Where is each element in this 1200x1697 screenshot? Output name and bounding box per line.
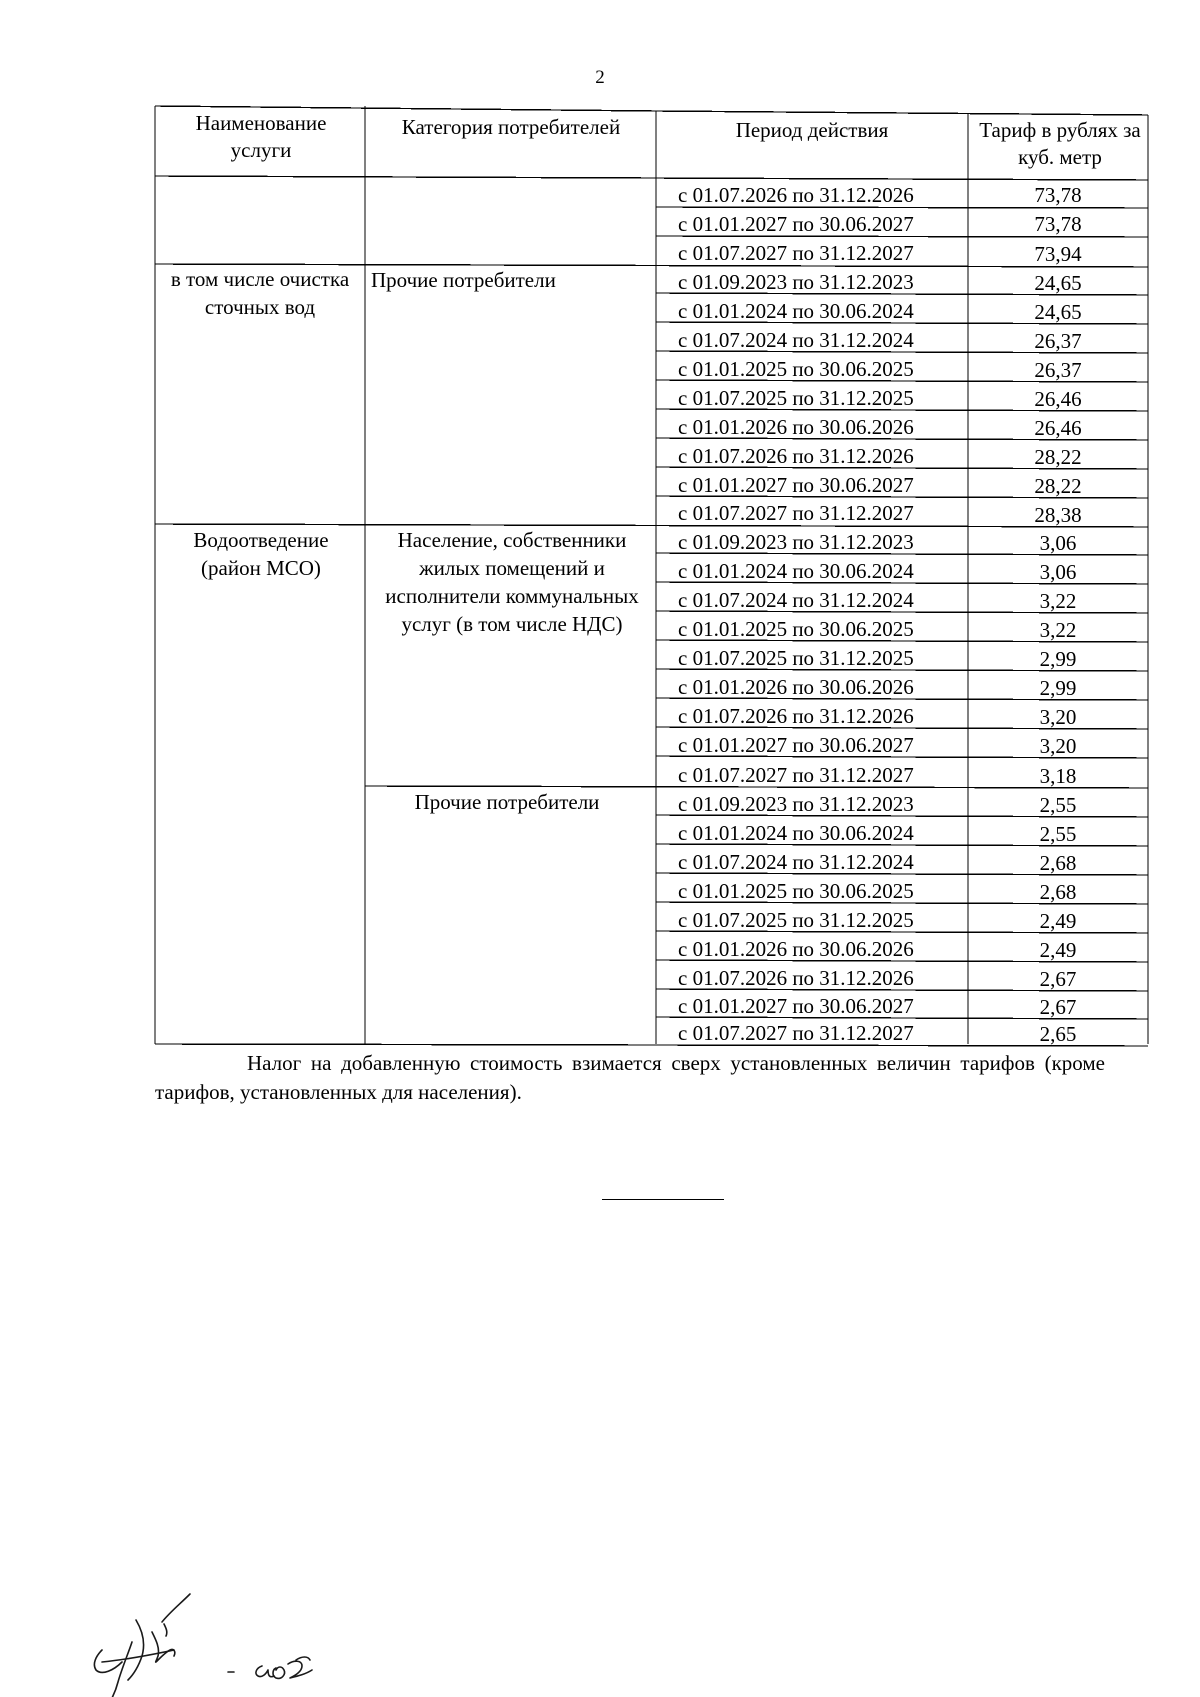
period-cell: с 01.07.2027 по 31.12.2027 — [678, 763, 914, 787]
tariff-cell: 2,49 — [1039, 938, 1077, 962]
tariff-cell: 26,37 — [1034, 329, 1082, 353]
period-cell: с 01.07.2027 по 31.12.2027 — [678, 1021, 914, 1045]
tariff-cell: 2,68 — [1039, 851, 1077, 875]
period-cell: с 01.07.2024 по 31.12.2024 — [678, 328, 914, 352]
period-cell: с 01.01.2026 по 30.06.2026 — [678, 675, 914, 699]
tariff-cell: 26,46 — [1034, 416, 1082, 440]
period-cell: с 01.07.2027 по 31.12.2027 — [678, 241, 914, 265]
tariff-cell: 28,38 — [1034, 503, 1082, 527]
tariff-cell: 73,78 — [1034, 212, 1082, 236]
tariff-cell: 28,22 — [1034, 474, 1082, 498]
period-cell: с 01.01.2027 по 30.06.2027 — [678, 473, 914, 497]
period-cell: с 01.09.2023 по 31.12.2023 — [678, 270, 914, 294]
period-cell: с 01.07.2026 по 31.12.2026 — [678, 444, 914, 468]
tariff-cell: 73,78 — [1034, 183, 1082, 207]
period-cell: с 01.01.2027 по 30.06.2027 — [678, 212, 914, 236]
tariff-cell: 3,18 — [1039, 764, 1077, 788]
period-cell: с 01.07.2026 по 31.12.2026 — [678, 966, 914, 990]
period-cell: с 01.07.2024 по 31.12.2024 — [678, 588, 914, 612]
tariff-cell: 26,37 — [1034, 358, 1082, 382]
period-cell: с 01.01.2025 по 30.06.2025 — [678, 357, 914, 381]
period-cell: с 01.07.2024 по 31.12.2024 — [678, 850, 914, 874]
tariff-cell: 2,65 — [1039, 1022, 1077, 1046]
service-name: в том числе очистка сточных вод — [170, 267, 350, 319]
period-cell: с 01.01.2024 по 30.06.2024 — [678, 559, 914, 583]
header-category: Категория потребителей — [401, 115, 621, 139]
period-cell: с 01.07.2026 по 31.12.2026 — [678, 183, 914, 207]
header-tariff: Тариф в рублях за куб. метр — [979, 118, 1141, 169]
tariff-cell: 2,99 — [1039, 676, 1077, 700]
tariff-cell: 28,22 — [1034, 445, 1082, 469]
period-cell: с 01.01.2027 по 30.06.2027 — [678, 994, 914, 1018]
tariff-cell: 2,67 — [1039, 967, 1077, 991]
period-cell: с 01.07.2027 по 31.12.2027 — [678, 501, 914, 525]
tariff-cell: 24,65 — [1034, 271, 1082, 295]
category-name: Население, собственники жилых помещений и исполнители коммунальных услуг (в том числе НДС) — [385, 528, 639, 636]
period-cell: с 01.09.2023 по 31.12.2023 — [678, 530, 914, 554]
tariff-cell: 73,94 — [1034, 242, 1082, 266]
tariff-cell: 2,55 — [1039, 822, 1077, 846]
tariff-cell: 3,22 — [1039, 618, 1077, 642]
signature — [62, 1590, 352, 1697]
service-name: Водоотведение (район МСО) — [193, 528, 329, 580]
vat-footnote: Налог на добавленную стоимость взимается сверх установленных величин тарифов (кроме тарифов, установленных для населения). — [155, 1051, 1105, 1104]
period-cell: с 01.09.2023 по 31.12.2023 — [678, 792, 914, 816]
tariff-cell: 2,99 — [1039, 647, 1077, 671]
tariff-cell: 2,68 — [1039, 880, 1077, 904]
tariff-cell: 24,65 — [1034, 300, 1082, 324]
period-cell: с 01.07.2025 по 31.12.2025 — [678, 386, 914, 410]
period-cell: с 01.01.2024 по 30.06.2024 — [678, 821, 914, 845]
period-cell: с 01.01.2025 по 30.06.2025 — [678, 617, 914, 641]
period-cell: с 01.01.2027 по 30.06.2027 — [678, 733, 914, 757]
tariff-cell: 3,20 — [1039, 734, 1077, 758]
header-period: Период действия — [735, 118, 889, 142]
period-cell: с 01.01.2026 по 30.06.2026 — [678, 937, 914, 961]
tariff-cell: 3,06 — [1039, 531, 1077, 555]
tariff-cell: 26,46 — [1034, 387, 1082, 411]
tariff-cell: 3,22 — [1039, 589, 1077, 613]
period-cell: с 01.07.2025 по 31.12.2025 — [678, 908, 914, 932]
tariff-cell: 2,55 — [1039, 793, 1077, 817]
tariff-cell: 2,67 — [1039, 995, 1077, 1019]
header-service: Наименование услуги — [195, 111, 327, 162]
category-name: Прочие потребители — [414, 790, 600, 814]
end-divider — [602, 1199, 724, 1200]
period-cell: с 01.01.2025 по 30.06.2025 — [678, 879, 914, 903]
tariff-cell: 2,49 — [1039, 909, 1077, 933]
period-cell: с 01.01.2026 по 30.06.2026 — [678, 415, 914, 439]
tariff-cell: 3,20 — [1039, 705, 1077, 729]
category-name: Прочие потребители — [371, 268, 556, 292]
tariff-cell: 3,06 — [1039, 560, 1077, 584]
period-cell: с 01.01.2024 по 30.06.2024 — [678, 299, 914, 323]
page-number: 2 — [595, 67, 605, 88]
period-cell: с 01.07.2026 по 31.12.2026 — [678, 704, 914, 728]
period-cell: с 01.07.2025 по 31.12.2025 — [678, 646, 914, 670]
